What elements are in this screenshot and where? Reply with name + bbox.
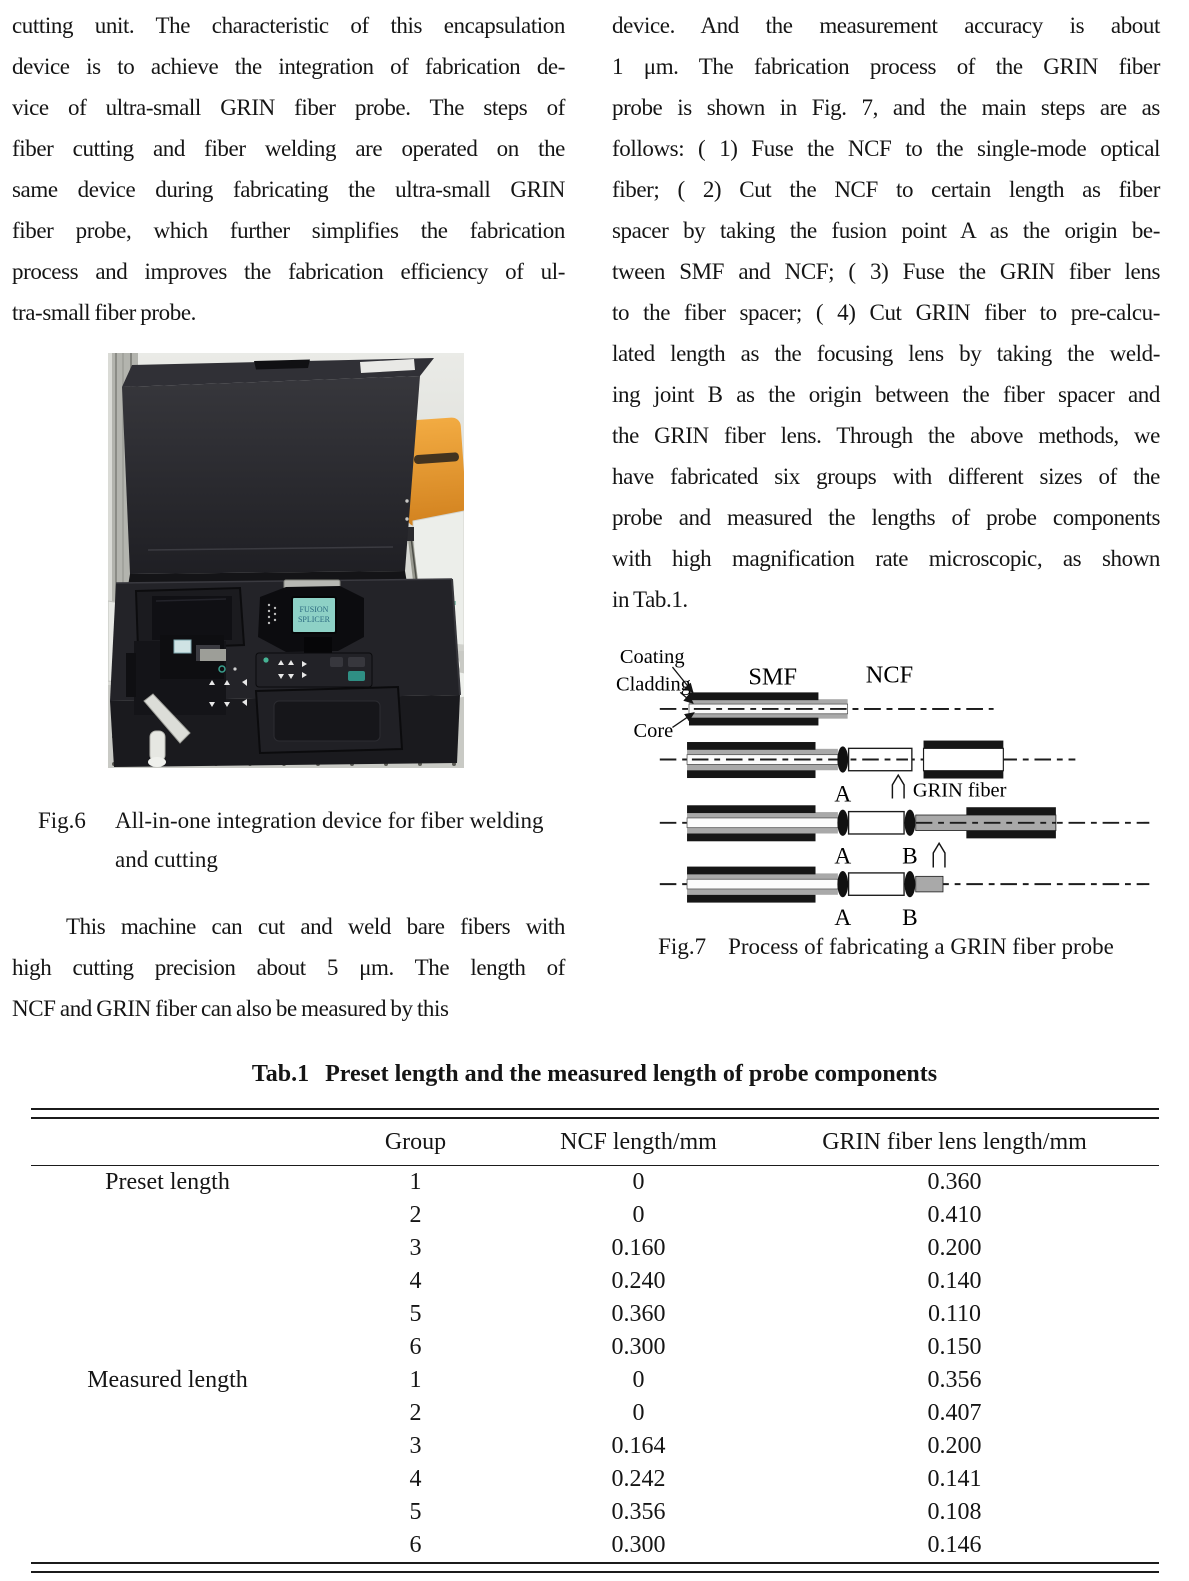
table-title-label: Tab.1: [251, 1061, 310, 1087]
table-title: [0, 1060, 1189, 1088]
header-corner: [31, 1119, 305, 1165]
fiber-step-3: [687, 805, 1056, 869]
fiber-step-2: [687, 741, 1007, 808]
group-cell: 1: [409, 1169, 422, 1195]
ncf-length-cell: 0: [632, 1169, 645, 1195]
text-line: probe and measured the lengths of probe components: [612, 505, 1160, 530]
text-line: in Tab.1.: [612, 587, 688, 612]
header-group: Group: [384, 1128, 447, 1155]
up-arrow-icon: [933, 843, 945, 867]
table-row: [31, 1166, 1159, 1199]
fig6-caption-label: Fig.6: [38, 808, 86, 833]
lid-handle-slot: [254, 360, 310, 370]
ncf-length-cell: 0.356: [611, 1499, 666, 1525]
text-line: This machine can cut and weld bare fibers with: [66, 914, 565, 939]
text-line: high cutting precision about 5 μm. The length of: [12, 955, 565, 980]
row-label-cell: [31, 1397, 305, 1430]
fiber-step-4: [687, 867, 943, 930]
micrometer-knob: [150, 731, 165, 761]
table-row: [31, 1496, 1159, 1529]
splicer-screen-text: SPLICER: [297, 615, 331, 624]
table-top-rule: [31, 1108, 1159, 1119]
group-cell: 6: [409, 1532, 422, 1558]
ncf-length-cell: 0.240: [611, 1268, 666, 1294]
fiber-step-1: [616, 646, 986, 742]
group-cell: 3: [409, 1235, 422, 1261]
header-grin-length: GRIN fiber lens length/mm: [822, 1128, 1087, 1155]
table-row: [31, 1265, 1159, 1298]
fig7-caption-text: Process of fabricating a GRIN fiber probe: [728, 934, 1114, 959]
fig6-photo: [108, 353, 464, 768]
table-section: [0, 1060, 1189, 1573]
row-label-cell: [31, 1430, 305, 1463]
ncf-length-cell: 0: [632, 1367, 645, 1393]
label-core: Core: [633, 720, 674, 743]
text-line: spacer by taking the fusion point A as the origin be-: [612, 218, 1160, 243]
bottom-tray: [256, 687, 402, 753]
group-cell: 1: [409, 1367, 422, 1393]
label-coating: Coating: [619, 646, 685, 669]
weld-point-a: [837, 871, 848, 897]
text-line: probe is shown in Fig. 7, and the main steps are as: [612, 95, 1160, 120]
paragraph-cutting-unit: [12, 5, 565, 333]
row-label-cell: [31, 1331, 305, 1364]
text-line: cutting unit. The characteristic of this encapsulation: [12, 13, 565, 38]
right-column: [612, 5, 1160, 962]
group-cell: 2: [409, 1400, 422, 1426]
label-point-a: A: [834, 843, 852, 870]
ncf-length-cell: 0.242: [611, 1466, 666, 1492]
tab1-table: [31, 1108, 1159, 1573]
group-cell: 5: [409, 1499, 422, 1525]
weld-point-b: [905, 810, 916, 836]
grin-length-cell: 0.356: [927, 1367, 982, 1393]
row-label-cell: [31, 1298, 305, 1331]
weld-point-a: [837, 810, 848, 836]
text-line: tween SMF and NCF; ( 3) Fuse the GRIN fiber lens: [612, 259, 1160, 284]
fig6-caption-line2: and cutting: [115, 847, 218, 872]
group-cell: 2: [409, 1202, 422, 1228]
ncf-length-cell: 0.300: [611, 1334, 666, 1360]
group-cell: 5: [409, 1301, 422, 1327]
text-line: same device during fabricating the ultra-small GRIN: [12, 177, 565, 202]
grin-length-cell: 0.407: [927, 1400, 982, 1426]
text-line: tra-small fiber probe.: [12, 300, 196, 325]
text-line: ing joint B as the origin between the fiber spacer and: [612, 382, 1160, 407]
text-line: the GRIN fiber lens. Through the above methods, we: [612, 423, 1160, 448]
text-line: vice of ultra-small GRIN fiber probe. The steps of: [12, 95, 565, 120]
label-point-a: A: [834, 781, 852, 808]
grin-length-cell: 0.150: [927, 1334, 982, 1360]
grin-length-cell: 0.140: [927, 1268, 982, 1294]
row-label-cell: [31, 1199, 305, 1232]
table-row: [31, 1430, 1159, 1463]
grin-length-cell: 0.360: [927, 1169, 982, 1195]
grin-length-cell: 0.146: [927, 1532, 982, 1558]
fig7-diagram: [616, 628, 1161, 930]
grin-length-cell: 0.200: [927, 1433, 982, 1459]
ncf-length-cell: 0: [632, 1202, 645, 1228]
grin-length-cell: 0.410: [927, 1202, 982, 1228]
table-row: [31, 1298, 1159, 1331]
machine-lid: [122, 358, 434, 586]
fig6-caption-line1: All-in-one integration device for fiber welding: [115, 808, 544, 833]
left-column: [12, 5, 565, 1029]
group-cell: 6: [409, 1334, 422, 1360]
weld-point-a: [837, 746, 848, 772]
row-label-cell: Preset length: [105, 1169, 230, 1195]
paragraph-this-machine: [12, 906, 565, 1029]
text-line: with high magnification rate microscopic, as shown: [612, 546, 1160, 571]
text-line: fiber probe, which further simplifies the fabrication: [12, 218, 565, 243]
table-header-row: [31, 1119, 1159, 1165]
weld-point-b: [905, 871, 916, 897]
group-cell: 4: [409, 1268, 422, 1294]
label-point-b: B: [902, 904, 918, 930]
label-ncf: NCF: [865, 661, 914, 689]
label-point-a: A: [834, 904, 852, 930]
label-grin-fiber: GRIN fiber: [912, 779, 1007, 802]
text-line: fiber cutting and fiber welding are operated on the: [12, 136, 565, 161]
fig6-caption: [12, 801, 565, 879]
grin-length-cell: 0.141: [927, 1466, 982, 1492]
grin-length-cell: 0.200: [927, 1235, 982, 1261]
label-point-b: B: [902, 843, 918, 870]
fig7-caption-label: Fig.7: [658, 934, 707, 959]
table-row: [31, 1529, 1159, 1562]
fig7-caption: [612, 932, 1160, 962]
table-body: [31, 1166, 1159, 1562]
splicer-screen-text: FUSION: [299, 605, 329, 614]
text-line: have fabricated six groups with different sizes of the: [612, 464, 1160, 489]
table-row: [31, 1199, 1159, 1232]
text-line: process and improves the fabrication efficiency of ul-: [12, 259, 565, 284]
table-bottom-rule: [31, 1562, 1159, 1573]
ncf-length-cell: 0.164: [611, 1433, 666, 1459]
text-line: to the fiber spacer; ( 4) Cut GRIN fiber to pre-calcu-: [612, 300, 1160, 325]
text-line: device is to achieve the integration of fabrication de-: [12, 54, 565, 79]
up-arrow-icon: [892, 775, 904, 798]
table-row: [31, 1232, 1159, 1265]
table-title-text: Preset length and the measured length of probe components: [325, 1061, 938, 1087]
label-smf: SMF: [748, 663, 798, 691]
table-row: [31, 1364, 1159, 1397]
table-row: [31, 1463, 1159, 1496]
label-cladding: Cladding: [616, 673, 691, 696]
cutter-label: [174, 640, 191, 653]
text-line: follows: ( 1) Fuse the NCF to the single-mode optical: [612, 136, 1160, 161]
row-label-cell: [31, 1529, 305, 1562]
grin-length-cell: 0.110: [927, 1301, 982, 1327]
group-cell: 4: [409, 1466, 422, 1492]
table-row: [31, 1397, 1159, 1430]
set-button: [348, 671, 365, 681]
ncf-length-cell: 0: [632, 1400, 645, 1426]
row-label-cell: [31, 1496, 305, 1529]
row-label-cell: [31, 1265, 305, 1298]
row-label-cell: [31, 1232, 305, 1265]
ncf-length-cell: 0.300: [611, 1532, 666, 1558]
group-cell: 3: [409, 1433, 422, 1459]
text-line: NCF and GRIN fiber can also be measured by this: [12, 996, 449, 1021]
text-line: fiber; ( 2) Cut the NCF to certain length as fiber: [612, 177, 1160, 202]
ncf-length-cell: 0.160: [611, 1235, 666, 1261]
fig6-caption-text: [115, 801, 565, 879]
fusion-splicer: [256, 580, 372, 687]
text-line: 1 μm. The fabrication process of the GRIN fiber: [612, 54, 1160, 79]
row-label-cell: [31, 1463, 305, 1496]
grin-length-cell: 0.108: [927, 1499, 982, 1525]
paragraph-fabrication-process: [612, 5, 1160, 620]
text-line: device. And the measurement accuracy is about: [612, 13, 1160, 38]
ncf-length-cell: 0.360: [611, 1301, 666, 1327]
table-row: [31, 1331, 1159, 1364]
text-line: lated length as the focusing lens by taking the weld-: [612, 341, 1160, 366]
header-ncf-length: NCF length/mm: [560, 1128, 717, 1155]
row-label-cell: Measured length: [87, 1367, 248, 1393]
